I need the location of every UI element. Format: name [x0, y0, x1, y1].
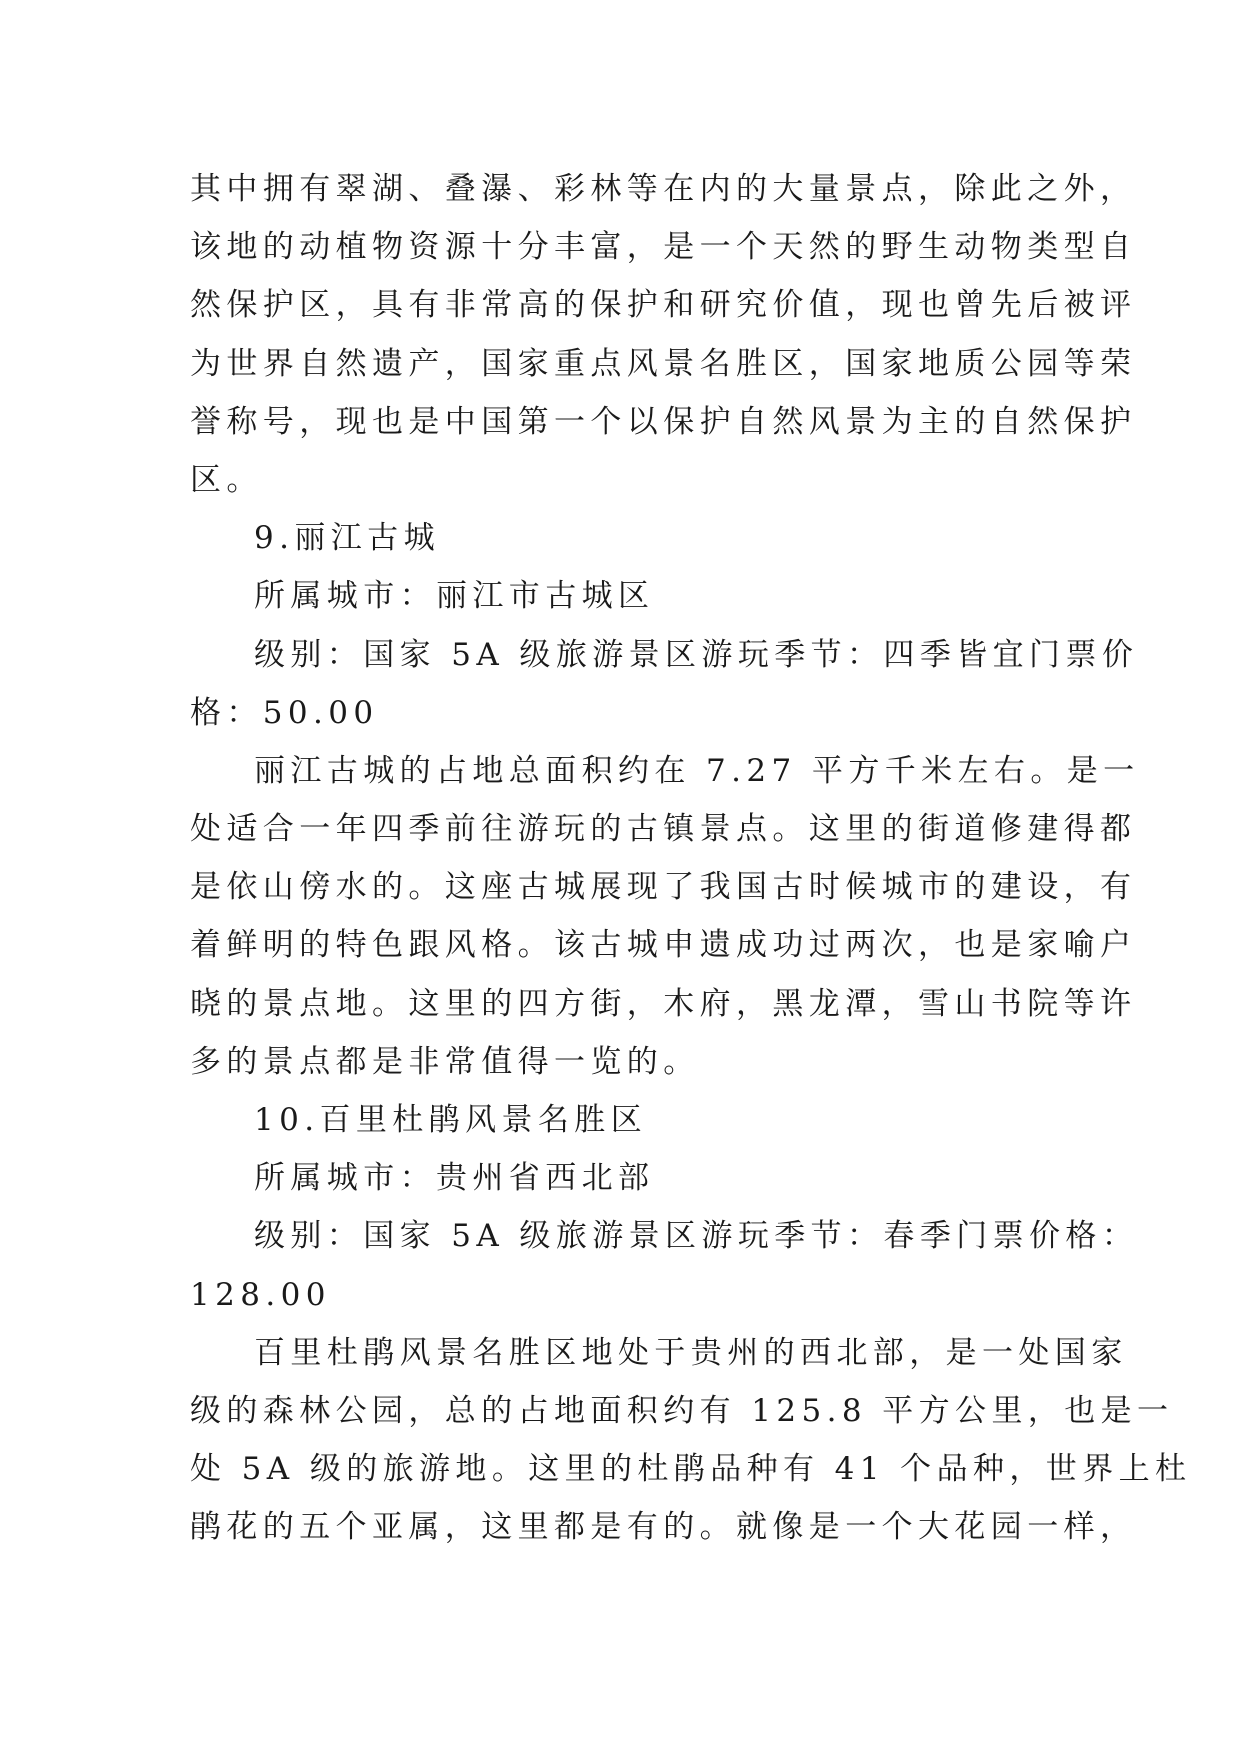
text-line: 然保护区，具有非常高的保护和研究价值，现也曾先后被评: [190, 287, 1137, 324]
text-line: 格：50.00: [190, 694, 379, 731]
text-line: 鹃花的五个亚属，这里都是有的。就像是一个大花园一样，: [190, 1509, 1137, 1546]
text-line: 处 5A 级的旅游地。这里的杜鹃品种有 41 个品种，世界上杜: [190, 1451, 1192, 1488]
text-line: 10.百里杜鹃风景名胜区: [254, 1102, 648, 1138]
text-line: 为世界自然遗产，国家重点风景名胜区，国家地质公园等荣: [190, 345, 1137, 382]
text-line: 区。: [190, 461, 263, 498]
text-line: 百里杜鹃风景名胜区地处于贵州的西北部，是一处国家: [254, 1334, 1128, 1371]
text-line: 其中拥有翠湖、叠瀑、彩林等在内的大量景点，除此之外，: [190, 171, 1137, 207]
text-line: 晓的景点地。这里的四方街，木府，黑龙潭，雪山书院等许: [190, 985, 1137, 1022]
text-line: 该地的动植物资源十分丰富，是一个天然的野生动物类型自: [190, 229, 1137, 266]
text-line: 是依山傍水的。这座古城展现了我国古时候城市的建设，有: [190, 869, 1137, 906]
text-line: 多的景点都是非常值得一览的。: [190, 1043, 700, 1080]
text-line: 级的森林公园，总的占地面积约有 125.8 平方公里，也是一: [190, 1392, 1174, 1429]
text-line: 处适合一年四季前往游玩的古镇景点。这里的街道修建得都: [190, 811, 1137, 848]
text-line: 丽江古城的占地总面积约在 7.27 平方千米左右。是一: [254, 752, 1140, 789]
text-line: 9.丽江古城: [254, 520, 440, 557]
text-line: 级别：国家 5A 级旅游景区游玩季节：四季皆宜门票价: [254, 636, 1139, 673]
text-line: 级别：国家 5A 级旅游景区游玩季节：春季门票价格：: [254, 1218, 1139, 1255]
text-line: 着鲜明的特色跟风格。该古城申遗成功过两次，也是家喻户: [190, 927, 1137, 964]
text-line: 所属城市：贵州省西北部: [254, 1160, 655, 1197]
body-text: [190, 160, 1192, 1557]
text-line: 所属城市：丽江市古城区: [254, 578, 655, 615]
text-line: 128.00: [190, 1276, 331, 1313]
text-line: 誉称号，现也是中国第一个以保护自然风景为主的自然保护: [190, 403, 1137, 440]
